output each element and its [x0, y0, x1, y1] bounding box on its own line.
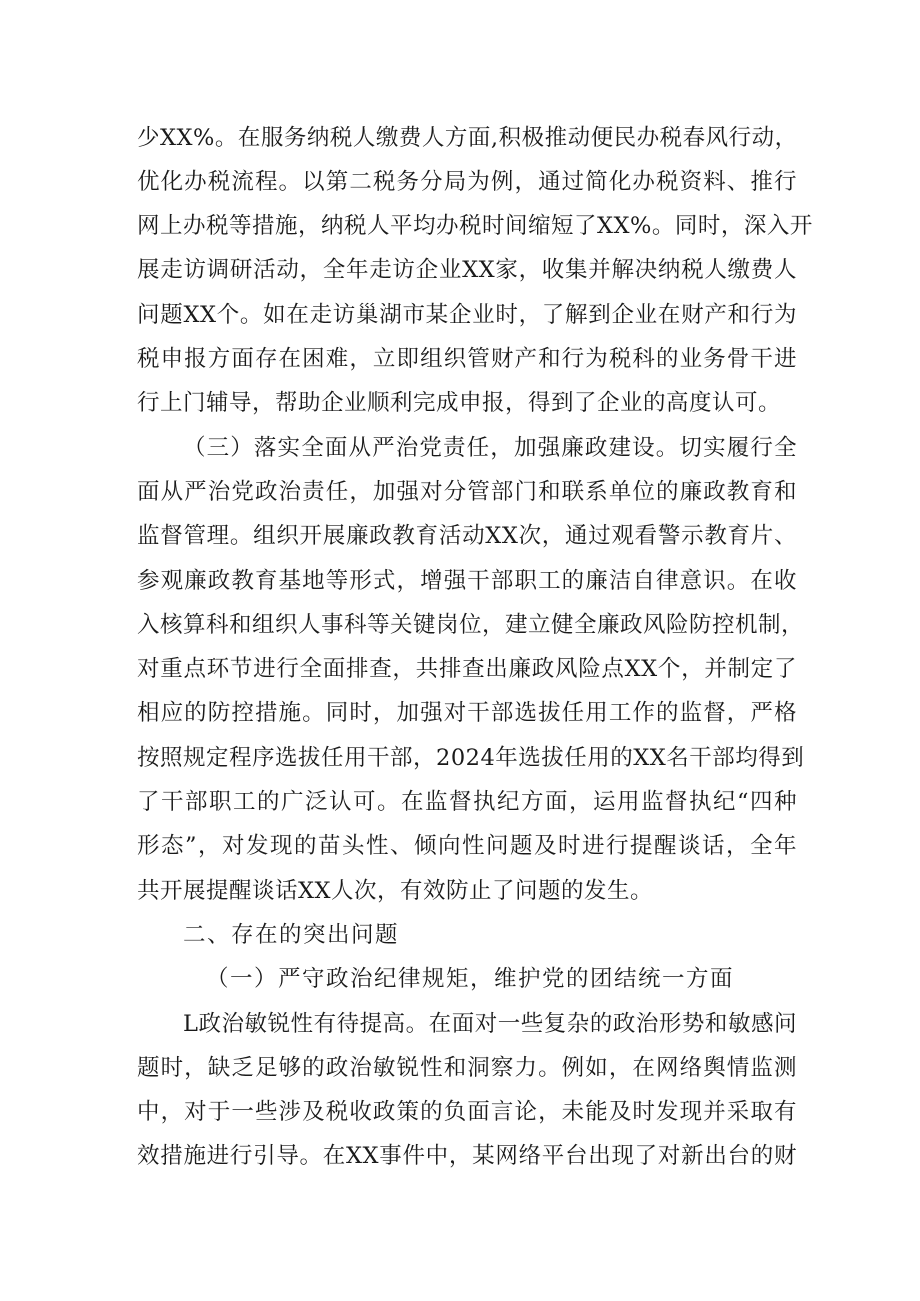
paragraph-line: 了干部职工的广泛认可。在监督执纪方面，运用监督执纪“四种	[137, 789, 797, 815]
paragraph-line: 网上办税等措施，纳税人平均办税时间缩短了XX%。同时，深入开	[137, 213, 813, 239]
section-heading-line: （三）落实全面从严治党责任，加强廉政建设。切实履行全	[183, 435, 797, 461]
paragraph-line: 行上门辅导，帮助企业顺利完成申报，得到了企业的高度认可。	[137, 390, 782, 416]
paragraph-line: 展走访调研活动，全年走访企业XX家，收集并解决纳税人缴费人	[137, 257, 797, 283]
paragraph-line: 对重点环节进行全面排查，共排查出廉政风险点XX个，并制定了	[137, 656, 797, 682]
paragraph-line: 少XX%。在服务纳税人缴费人方面,积极推动便民办税春风行动，	[137, 125, 798, 151]
paragraph-line: 题时，缺乏足够的政治敏锐性和洞察力。例如，在网络舆情监测	[137, 1055, 797, 1081]
paragraph-line: L政治敏锐性有待提高。在面对一些复杂的政治形势和敏感问	[183, 1011, 797, 1037]
paragraph-line: 按照规定程序选拔任用干部，2024年选拔任用的XX名干部均得到	[137, 745, 805, 771]
paragraph-line: 问题XX个。如在走访巢湖市某企业时，了解到企业在财产和行为	[137, 302, 797, 328]
paragraph-line: 监督管理。组织开展廉政教育活动XX次，通过观看警示教育片、	[137, 523, 797, 549]
paragraph-line: 共开展提醒谈话XX人次，有效防止了问题的发生。	[137, 878, 654, 904]
paragraph-line: 面从严治党政治责任，加强对分管部门和联系单位的廉政教育和	[137, 479, 797, 505]
paragraph-line: 参观廉政教育基地等形式，增强干部职工的廉洁自律意识。在收	[137, 568, 797, 594]
paragraph-line: 中，对于一些涉及税收政策的负面言论，未能及时发现并采取有	[137, 1099, 797, 1125]
paragraph-line: 入核算科和组织人事科等关键岗位，建立健全廉政风险防控机制，	[137, 612, 805, 638]
heading-level-3: （一）严守政治纪律规矩，维护党的团结统一方面	[206, 966, 735, 992]
heading-level-2: 二、存在的突出问题	[183, 922, 400, 948]
paragraph-line: 形态”，对发现的苗头性、倾向性问题及时进行提醒谈话，全年	[137, 833, 797, 859]
paragraph-line: 税申报方面存在困难，立即组织管财产和行为税科的业务骨干进	[137, 346, 797, 372]
paragraph-line: 效措施进行引导。在XX事件中，某网络平台出现了对新出台的财	[137, 1143, 797, 1169]
paragraph-line: 相应的防控措施。同时，加强对干部选拔任用工作的监督，严格	[137, 700, 797, 726]
paragraph-line: 优化办税流程。以第二税务分局为例，通过简化办税资料、推行	[137, 169, 797, 195]
